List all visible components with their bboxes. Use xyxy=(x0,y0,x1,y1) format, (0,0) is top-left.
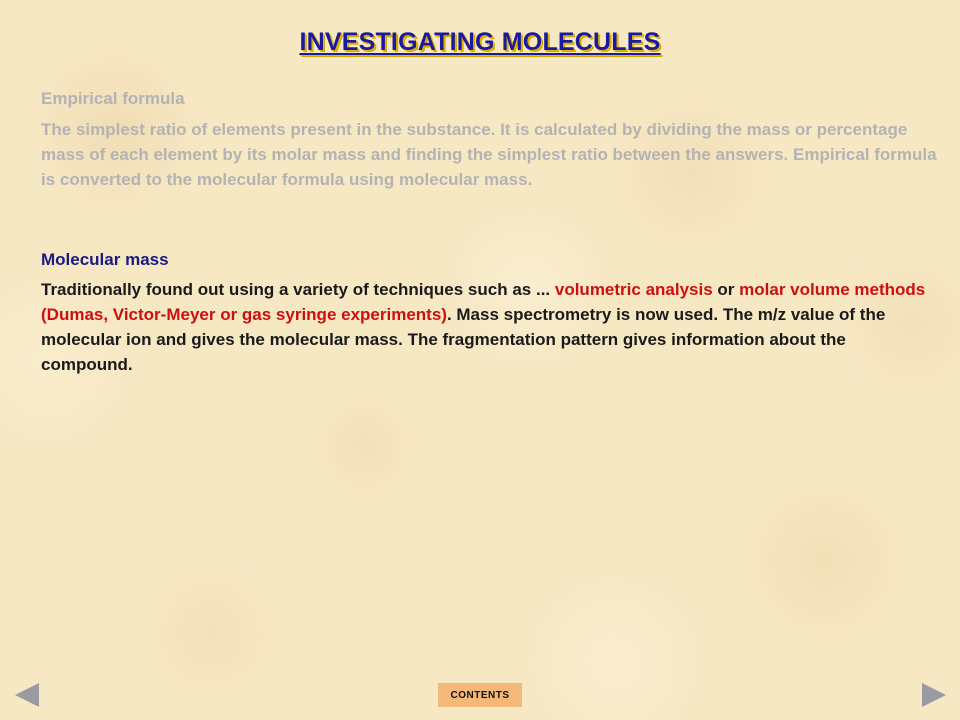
triangle-right-icon[interactable] xyxy=(922,683,946,707)
empirical-formula-section xyxy=(41,89,941,192)
triangle-left-icon[interactable] xyxy=(15,683,39,707)
molecular-mass-heading: Molecular mass xyxy=(41,250,169,269)
empirical-formula-heading: Empirical formula xyxy=(41,89,185,108)
molecular-mass-text-part3: . Mass spectrometry is now used. The m/z value of the molecular ion and gives the molecular mass. The fragmentation pattern gives information about the compound. xyxy=(41,305,886,374)
molar-volume-methods-highlight: molar volume methods (Dumas, Victor-Meyer or gas syringe experiments) xyxy=(41,280,926,324)
volumetric-analysis-highlight: volumetric analysis xyxy=(554,280,713,299)
molecular-mass-text-part2: or xyxy=(712,280,740,299)
molecular-mass-description xyxy=(41,277,941,377)
molecular-mass-section xyxy=(41,250,941,377)
empirical-formula-description: The simplest ratio of elements present in the substance. It is calculated by dividing the mass or percentage mass of each element by its molar mass and finding the simplest ratio between the answers. Empirical formula is converted to the molecular formula using molecular mass. xyxy=(41,120,937,189)
molecular-mass-text-part1: Traditionally found out using a variety of techniques such as ... xyxy=(41,280,555,299)
contents-button[interactable]: CONTENTS xyxy=(438,683,522,707)
page-title: INVESTIGATING MOLECULES xyxy=(299,28,661,56)
